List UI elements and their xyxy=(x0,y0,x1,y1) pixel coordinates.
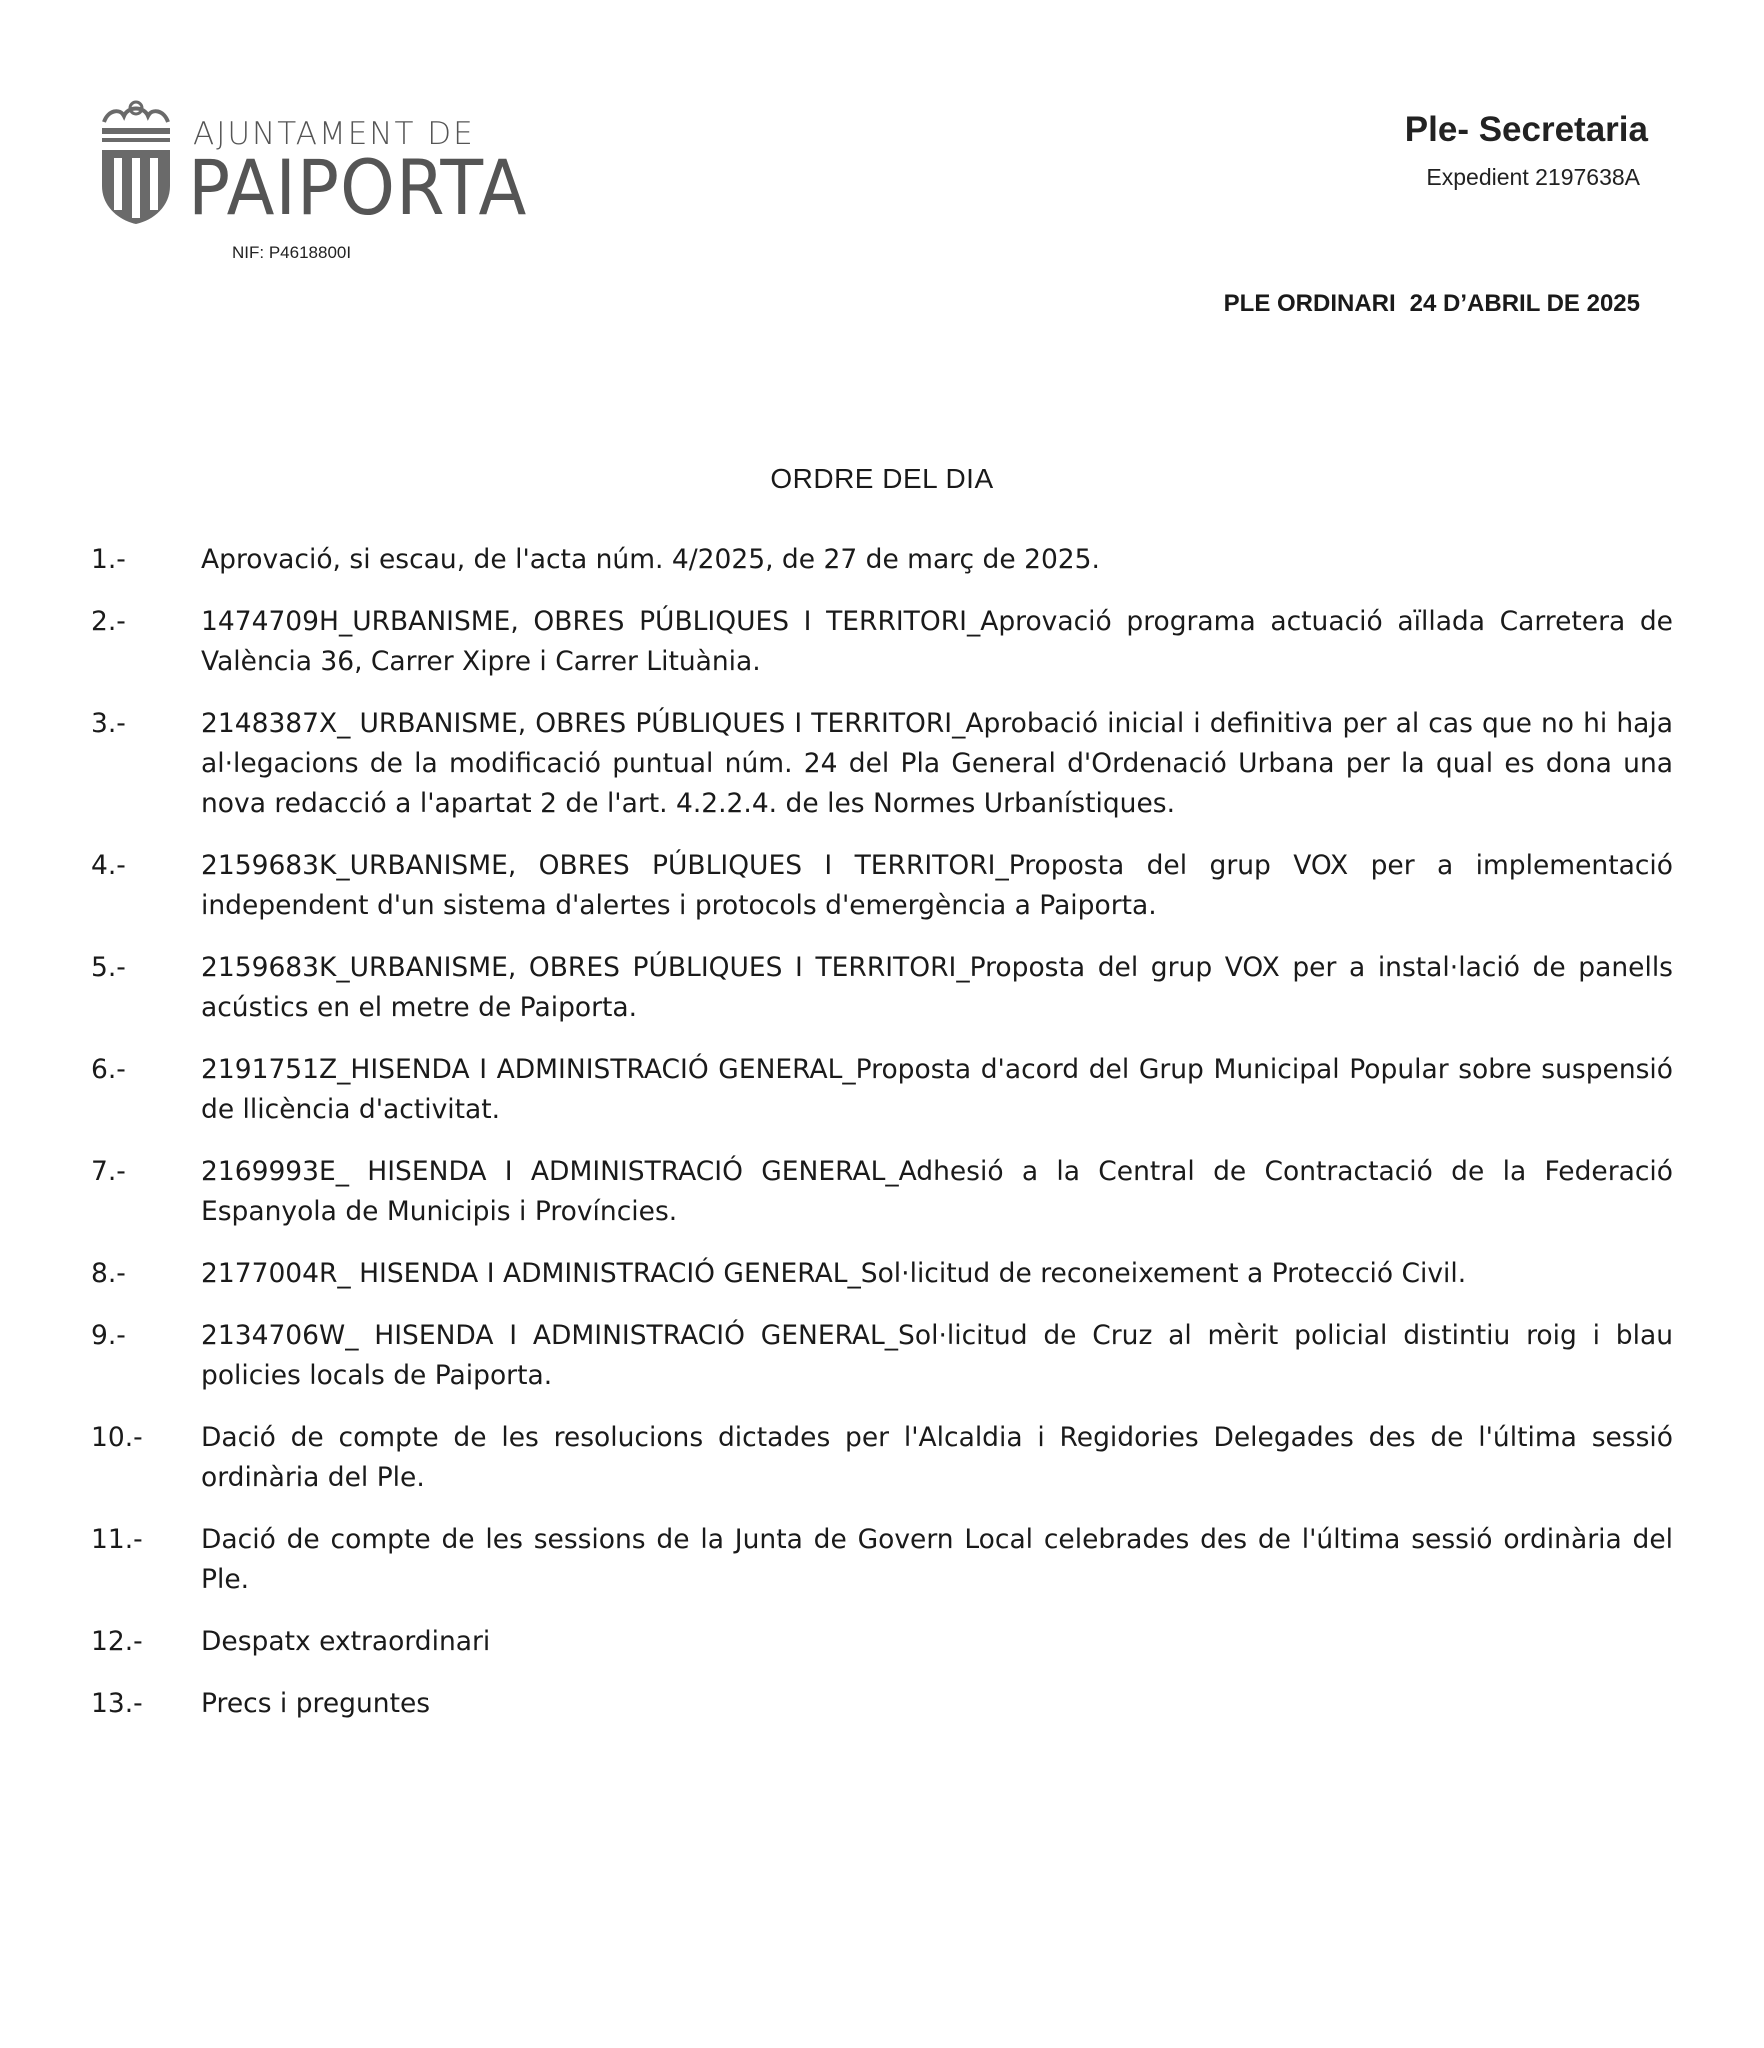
agenda-item-text: 2148387X_ URBANISME, OBRES PÚBLIQUES I TERRITORI_Aprobació inicial i definitiva per al cas que no hi haja al·legacions de la modificació puntual núm. 24 del Pla General d'Ordenació Urbana per la qual es dona una nova redacció a l'apartat 2 de l'art. 4.2.2.4. de les Normes Urbanístiques. xyxy=(201,708,1673,819)
coat-of-arms-icon xyxy=(98,100,174,226)
agenda-item-number: 4.- xyxy=(91,850,126,881)
agenda-item-text: Dació de compte de les resolucions dictades per l'Alcaldia i Regidories Delegades des de l'última sessió ordinària del Ple. xyxy=(201,1422,1673,1493)
nif-text: NIF: P4618800I xyxy=(232,243,352,262)
agenda-item-text: Precs i preguntes xyxy=(201,1688,431,1719)
agenda-list xyxy=(91,540,1673,1746)
logo-line1: AJUNTAMENT DE xyxy=(193,116,475,152)
session-info xyxy=(1224,290,1640,318)
session-type: PLE ORDINARI xyxy=(1223,290,1396,317)
agenda-item-number: 13.- xyxy=(91,1688,143,1719)
expedient-number: Expedient 2197638A xyxy=(1426,164,1640,190)
page-title: ORDRE DEL DIA xyxy=(770,463,994,494)
agenda-item-number: 12.- xyxy=(91,1626,143,1657)
agenda-item-text: Aprovació, si escau, de l'acta núm. 4/2025, de 27 de març de 2025. xyxy=(201,544,1100,575)
agenda-item-text: 2177004R_ HISENDA I ADMINISTRACIÓ GENERAL_Sol·licitud de reconeixement a Protecció Civil. xyxy=(201,1258,1467,1289)
agenda-item-text: 1474709H_URBANISME, OBRES PÚBLIQUES I TERRITORI_Aprovació programa actuació aïllada Carretera de València 36, Carrer Xipre i Carrer Lituània. xyxy=(201,606,1673,677)
agenda-item-text: 2191751Z_HISENDA I ADMINISTRACIÓ GENERAL_Proposta d'acord del Grup Municipal Popular sobre suspensió de llicència d'activitat. xyxy=(201,1054,1673,1125)
agenda-item xyxy=(91,540,1673,580)
agenda-item xyxy=(91,1254,1673,1294)
agenda-item-number: 11.- xyxy=(91,1524,143,1555)
agenda-item-text: 2169993E_ HISENDA I ADMINISTRACIÓ GENERAL_Adhesió a la Central de Contractació de la Federació Espanyola de Municipis i Províncies. xyxy=(201,1156,1673,1227)
agenda-item xyxy=(91,602,1673,682)
agenda-item-text: 2159683K_URBANISME, OBRES PÚBLIQUES I TERRITORI_Proposta del grup VOX per a implementació independent d'un sistema d'alertes i protocols d'emergència a Paiporta. xyxy=(201,850,1673,921)
agenda-item-number: 1.- xyxy=(91,544,126,575)
agenda-item-number: 3.- xyxy=(91,708,126,739)
agenda-item xyxy=(91,1316,1673,1396)
agenda-item xyxy=(91,948,1673,1028)
agenda-item-number: 8.- xyxy=(91,1258,126,1289)
agenda-item-number: 7.- xyxy=(91,1156,126,1187)
agenda-item xyxy=(91,1520,1673,1600)
agenda-item-text: Dació de compte de les sessions de la Junta de Govern Local celebrades des de l'última sessió ordinària del Ple. xyxy=(201,1524,1673,1595)
agenda-item-number: 6.- xyxy=(91,1054,126,1085)
agenda-item-number: 9.- xyxy=(91,1320,126,1351)
agenda-item xyxy=(91,1152,1673,1232)
agenda-item-text: Despatx extraordinari xyxy=(201,1626,491,1657)
agenda-item xyxy=(91,1418,1673,1498)
session-date: 24 D’ABRIL DE 2025 xyxy=(1409,290,1640,317)
agenda-item-number: 10.- xyxy=(91,1422,143,1453)
agenda-item xyxy=(91,1622,1673,1662)
agenda-item-number: 5.- xyxy=(91,952,126,983)
agenda-item xyxy=(91,704,1673,824)
agenda-item xyxy=(91,1684,1673,1724)
agenda-item-text: 2134706W_ HISENDA I ADMINISTRACIÓ GENERAL_Sol·licitud de Cruz al mèrit policial distintiu roig i blau policies locals de Paiporta. xyxy=(201,1320,1673,1391)
agenda-item xyxy=(91,846,1673,926)
logo-line2: PAIPORTA xyxy=(188,143,528,232)
department-title: Ple- Secretaria xyxy=(1404,110,1648,149)
agenda-item-text: 2159683K_URBANISME, OBRES PÚBLIQUES I TERRITORI_Proposta del grup VOX per a instal·lació de panells acústics en el metre de Paiporta. xyxy=(201,952,1673,1023)
agenda-item-number: 2.- xyxy=(91,606,126,637)
agenda-item xyxy=(91,1050,1673,1130)
